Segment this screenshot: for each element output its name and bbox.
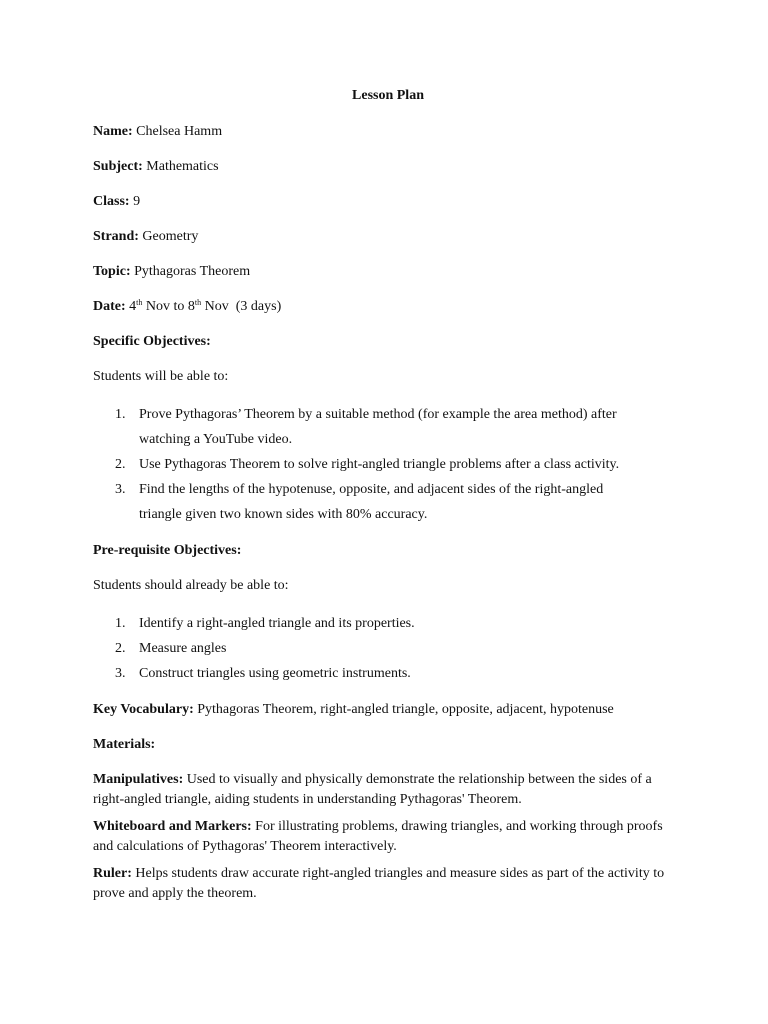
- date-end-suffix: th: [194, 298, 202, 307]
- list-item-text: Prove Pythagoras’ Theorem by a suitable method (for example the area method) after: [139, 407, 617, 422]
- list-item-number: 2.: [115, 641, 126, 656]
- specific-objectives-intro: Students will be able to:: [93, 369, 229, 384]
- list-item-text: Use Pythagoras Theorem to solve right-angled triangle problems after a class activity.: [139, 457, 620, 472]
- key-vocabulary-label: Key Vocabulary:: [93, 702, 194, 717]
- list-item-text: triangle given two known sides with 80% accuracy.: [139, 507, 428, 522]
- list-item-text: Identify a right-angled triangle and its properties.: [139, 616, 415, 631]
- strand-field: [93, 227, 683, 247]
- topic-label: Topic:: [93, 264, 131, 279]
- material-text: For illustrating problems, drawing triangles, and working through proofs and calculations of Pythagoras' Theorem interactively.: [93, 819, 663, 854]
- material-label: Ruler:: [93, 866, 132, 881]
- list-item: [115, 452, 683, 477]
- name-label: Name:: [93, 124, 133, 139]
- material-item-whiteboard: [93, 817, 683, 856]
- subject-field: [93, 157, 683, 177]
- list-item-number: 3.: [115, 666, 126, 681]
- date-end-month: Nov: [204, 299, 229, 314]
- date-end-day: 8: [187, 299, 195, 314]
- list-item-text: watching a YouTube video.: [139, 432, 293, 447]
- subject-label: Subject:: [93, 159, 143, 174]
- class-field: [93, 192, 683, 212]
- list-item-text: Find the lengths of the hypotenuse, opposite, and adjacent sides of the right-angled: [139, 482, 604, 497]
- list-item-number: 3.: [115, 482, 126, 497]
- strand-label: Strand:: [93, 229, 139, 244]
- page-title: Lesson Plan: [352, 88, 424, 103]
- materials-heading-text: Materials:: [93, 737, 156, 752]
- list-item-number: 1.: [115, 616, 126, 631]
- list-item-text: Measure angles: [139, 641, 227, 656]
- date-start-suffix: th: [136, 298, 143, 307]
- list-item-number: 2.: [115, 457, 126, 472]
- topic-value: Pythagoras Theorem: [134, 264, 251, 279]
- list-item: [115, 402, 683, 452]
- date-duration: (3 days): [235, 299, 282, 314]
- list-item: [115, 661, 683, 686]
- class-value: 9: [133, 194, 141, 209]
- list-item-text: Construct triangles using geometric instruments.: [139, 666, 411, 681]
- prerequisite-objectives-heading: [93, 541, 683, 561]
- prerequisite-objectives-heading-text: Pre-requisite Objectives:: [93, 543, 242, 558]
- list-item: [115, 477, 683, 527]
- list-item: [115, 636, 683, 661]
- material-label: Manipulatives:: [93, 772, 184, 787]
- date-field: [93, 297, 683, 317]
- date-start-day: 4: [129, 299, 137, 314]
- list-item: [115, 611, 683, 636]
- name-value: Chelsea Hamm: [136, 124, 223, 139]
- specific-objectives-heading-text: Specific Objectives:: [93, 334, 211, 349]
- date-label: Date:: [93, 299, 126, 314]
- key-vocabulary-value: Pythagoras Theorem, right-angled triangle, opposite, adjacent, hypotenuse: [197, 702, 614, 717]
- subject-value: Mathematics: [146, 159, 219, 174]
- materials-heading: [93, 735, 683, 755]
- list-item-number: 1.: [115, 407, 126, 422]
- material-item-manipulatives: [93, 770, 683, 809]
- key-vocabulary-field: [93, 700, 683, 720]
- date-start-month: Nov to: [145, 299, 185, 314]
- name-field: [93, 122, 683, 142]
- prerequisite-objectives-list: [93, 611, 683, 686]
- specific-objectives-heading: [93, 332, 683, 352]
- topic-field: [93, 262, 683, 282]
- material-text: Helps students draw accurate right-angled triangles and measure sides as part of the activity to prove and apply the theorem.: [93, 866, 665, 901]
- material-text: Used to visually and physically demonstrate the relationship between the sides of a right-angled triangle, aiding students in understanding Pythagoras' Theorem.: [93, 772, 652, 807]
- material-item-ruler: [93, 864, 683, 903]
- material-label: Whiteboard and Markers:: [93, 819, 252, 834]
- class-label: Class:: [93, 194, 130, 209]
- strand-value: Geometry: [142, 229, 199, 244]
- prerequisite-objectives-intro: Students should already be able to:: [93, 578, 289, 593]
- lesson-plan-page: [93, 86, 683, 911]
- specific-objectives-list: [93, 402, 683, 527]
